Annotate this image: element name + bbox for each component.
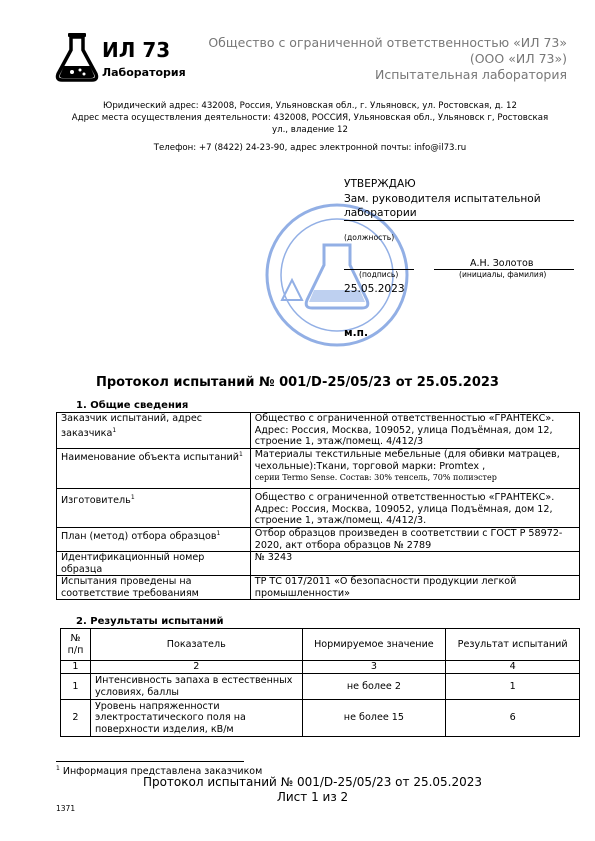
position-line [344,220,574,221]
result-cell: 1 [446,674,580,700]
footnote-text: Информация представлена заказчиком [59,766,263,778]
norm-cell: не более 2 [302,674,446,700]
table-row [57,413,580,449]
footer-title: Протокол испытаний № 001/D-25/05/23 от 25.05.2023 [142,775,483,789]
name-caption: (инициалы, фамилия) [459,270,547,279]
label-cell: План (метод) отбора образцов$^1$ [57,528,251,552]
header-cell: Показатель [90,629,302,661]
table-row [61,700,580,737]
table-row [57,552,580,576]
table-row [57,449,580,489]
activity-address-2: ул., владение 12 [272,125,348,135]
approval-header: УТВЕРЖДАЮ [344,178,416,190]
logo-name: ИЛ 73 [102,38,171,62]
label-cell: Испытания проведены на соответствие требованиям [57,576,251,600]
value-cell: Общество с ограниченной ответственностью «ГРАНТЕКС». Адрес: Россия, Москва, 109052, улица Подъёмная, дом 12, строение 1, этаж/помещ. 4/412/3. [250,489,579,528]
header-cell: № п/п [61,629,91,661]
approval-position-2: лаборатории [344,207,417,219]
approval-date: 25.05.2023 [344,283,405,295]
section2-heading: 2. Результаты испытаний [76,616,224,627]
flask-icon [55,32,99,82]
indicator-cell: Уровень напряженности электростатического поля на поверхности изделия, кВ/м [90,700,302,737]
result-cell: 6 [446,700,580,737]
org-header [208,35,567,83]
indicator-cell: Интенсивность запаха в естественных условиях, баллы [90,674,302,700]
table-row [57,489,580,528]
value-cell: ТР ТС 017/2011 «О безопасности продукции легкой промышленности» [250,576,579,600]
general-info-table [56,412,580,600]
results-table [60,628,580,737]
stamp-place: м.п. [344,327,369,339]
footer-code: 1371 [56,804,76,813]
footnote-mark: 1 [56,765,60,772]
table-header-row [61,629,580,661]
number-cell: 2 [90,661,302,674]
section1-heading: 1. Общие сведения [76,400,189,411]
norm-cell: не более 15 [302,700,446,737]
footnote-separator [56,761,244,762]
header-cell: Результат испытаний [446,629,580,661]
label-cell: Идентификационный номер образца [57,552,251,576]
header-cell: Нормируемое значение [302,629,446,661]
number-cell: 4 [446,661,580,674]
value-cell: Общество с ограниченной ответственностью «ГРАНТЕКС». Адрес: Россия, Москва, 109052, улица Подъёмная, дом 12, строение 1, этаж/помещ. 4/412/3 [250,413,579,449]
signature-caption: (подпись) [359,270,399,279]
row-number: 2 [61,700,91,737]
row-number: 1 [61,674,91,700]
table-row [57,528,580,552]
label-cell: Наименование объекта испытаний$^1$ [57,449,251,489]
label-cell: Заказчик испытаний, адрес заказчика$^1$ [57,413,251,449]
value-cell: Отбор образцов произведен в соответствии с ГОСТ Р 58972-2020, акт отбора образцов № 2789 [250,528,579,552]
footer-sheet: Лист 1 из 2 [276,790,349,804]
org-line3: Испытательная лаборатория [375,67,567,82]
number-cell: 1 [61,661,91,674]
numbering-row [61,661,580,674]
logo-subtitle: Лаборатория [102,66,186,79]
addresses [40,100,580,136]
table-row [61,674,580,700]
label-cell: Изготовитель$^1$ [57,489,251,528]
value-cell: № 3243 [250,552,579,576]
approver-name: А.Н. Золотов [470,258,534,269]
org-line1: Общество с ограниченной ответственностью «ИЛ 73» [208,35,567,50]
legal-address: Юридический адрес: 432008, Россия, Ульяновская обл., г. Ульяновск, ул. Ростовская, д. 12 [103,101,517,111]
contact-phone: Телефон: +7 (8422) 24-23-90, адрес электронной почты: info@il73.ru [153,143,467,153]
protocol-title: Протокол испытаний № 001/D-25/05/23 от 25.05.2023 [96,375,499,390]
number-cell: 3 [302,661,446,674]
table-row [57,576,580,600]
activity-address-1: Адрес места осуществления деятельности: 432008, РОССИЯ, Ульяновская обл., Ульяновск г, Ростовская [71,113,549,123]
org-line2: (ООО «ИЛ 73») [469,51,567,66]
position-caption: (должность) [344,233,395,242]
approval-position-1: Зам. руководителя испытательной [344,193,541,205]
value-cell: Материалы текстильные мебельные (для обивки матрацев, чехольные):Ткани, торговой марки: Promtex , серии Termo Sense. Состав: 30% тенсель, 70% полиэстер [250,449,579,489]
